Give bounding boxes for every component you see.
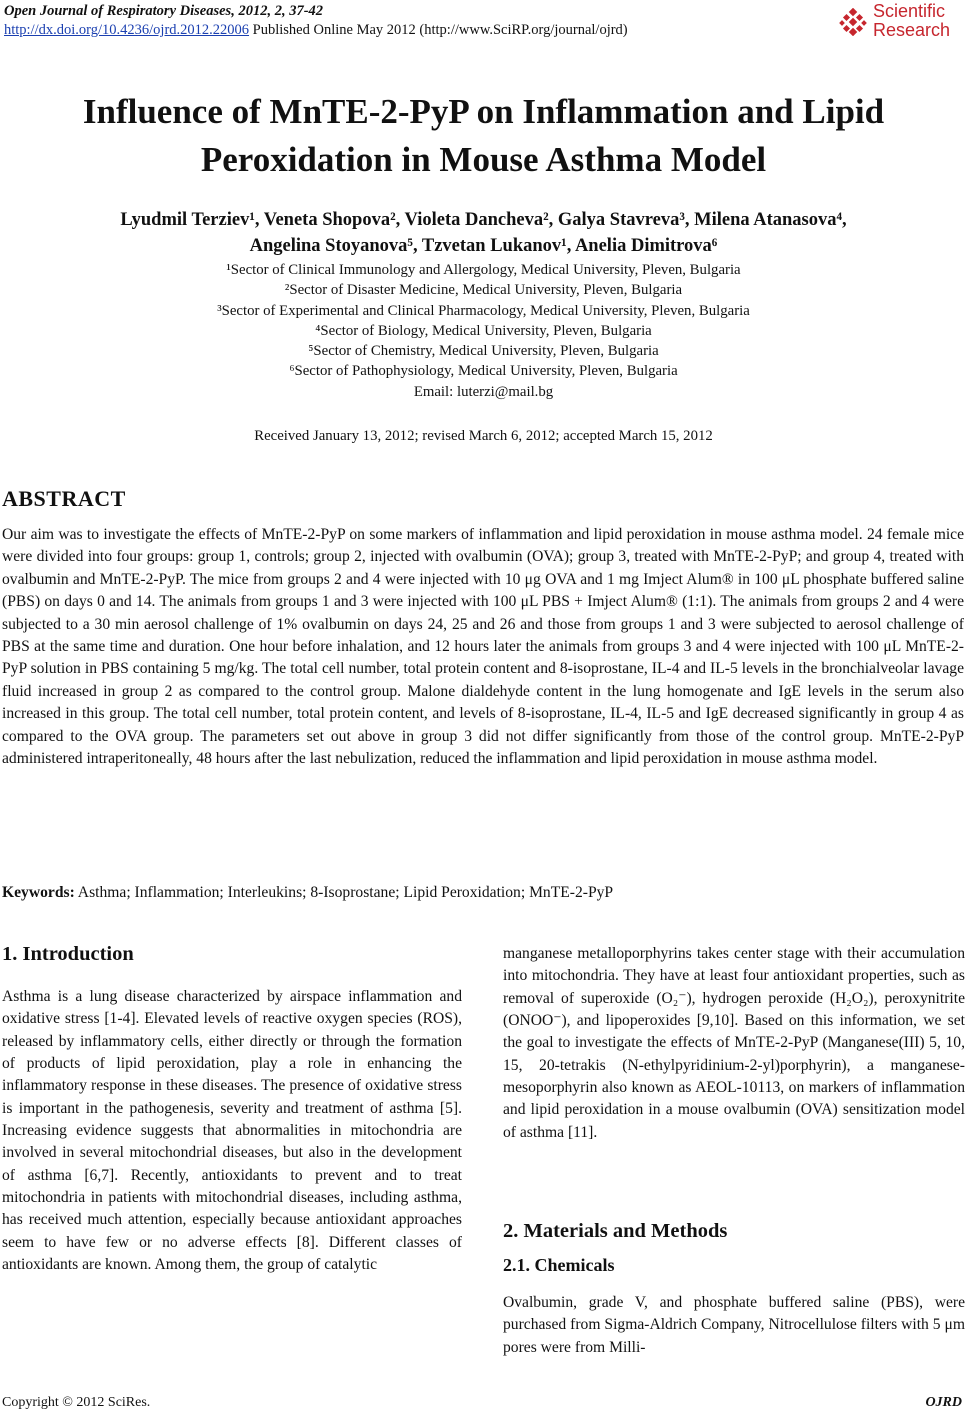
- journal-ref: , 2012, 2, 37-42: [231, 3, 324, 19]
- affiliation: ²Sector of Disaster Medicine, Medical University, Pleven, Bulgaria: [284, 282, 683, 299]
- section-heading-materials-methods: 2. Materials and Methods: [503, 1220, 728, 1242]
- journal-name: Open Journal of Respiratory Diseases: [4, 3, 232, 19]
- received-dates: Received January 13, 2012; revised March 6, 2012; accepted March 15, 2012: [254, 428, 713, 444]
- authors-line-2: Angelina Stoyanova⁵, Tzvetan Lukanov¹, Anelia Dimitrova⁶: [249, 236, 718, 256]
- chemicals-text: Ovalbumin, grade V, and phosphate buffered saline (PBS), were purchased from Sigma-Aldrich Company, Nitrocellulose filters with 5 μm pores were from Milli-: [503, 1294, 965, 1356]
- abstract-text: Our aim was to investigate the effects of MnTE-2-PyP on some markers of inflammation and lipid peroxidation in mouse asthma model. 24 female mice were divided into four groups: group 1, controls; group 2, injected with ovalbumin (OVA); group 3, treated with MnTE-2-PyP; and group 4, treated with ovalbumin and MnTE-2-PyP. The mice from groups 2 and 4 were injected with 10 μg OVA and 1 mg Imject Alum® in 100 μL phosphate buffered saline (PBS) on days 0 and 14. The animals from groups 1 and 3 were injected with 100 μL PBS + Imject Alum® (1:1). The animals from groups 2 and 4 were subjected to a 30 min aerosol challenge of 1% ovalbumin on days 24, 25 and 26 and those from groups 1 and 3 were subjected to aerosol challenge of PBS at the same time and duration. One hour before inhalation, and 12 hours later the animals from groups 3 and 4 were injected with 100 μL MnTE-2-PyP solution in PBS containing 5 mg/kg. The total cell number, total protein content and 8-isoprostane, IL-4 and IL-5 levels in the bronchialveolar lavage fluid increased in group 2 as compared to the control group. Malone dialdehyde content in the lung homogenate and IgE levels in the serum also increased in this group. The total cell number, total protein content, and levels of 8-isoprostane, IL-4, IL-5 and IgE decreased significantly in group 4 as compared to the OVA group. The parameters set out above in group 3 did not differ significantly from those of the control group. MnTE-2-PyP administered intraperitoneally, 48 hours after the last nebulization, reduced the inflammation and lipid peroxidation in mouse asthma model.: [2, 526, 965, 768]
- column-2-text: manganese metalloporphyrins takes center stage with their accumulation into mitochondria. They have at least four antioxidant properties, such as removal of superoxide (O₂⁻), hydrogen peroxide (H₂O₂), peroxynitrite (ONOO⁻), and lipoperoxides [9,10]. Based on this information, we set the goal to investigate the effects of MnTE-2-PyP (Manganese(III) 5, 10, 15, 20-tetrakis (N-ethylpyridinium-2-yl)porphyrin), a manganese-mesoporphyrin also known as AEOL-10113, on markers of inflammation and lipid peroxidation in a mouse ovalbumin (OVA) sensitization model of asthma [11].: [503, 945, 965, 1141]
- doi-link[interactable]: http://dx.doi.org/10.4236/ojrd.2012.22006: [4, 22, 250, 38]
- affiliation: ⁶Sector of Pathophysiology, Medical University, Pleven, Bulgaria: [289, 363, 678, 380]
- copyright: Copyright © 2012 SciRes.: [2, 1395, 151, 1410]
- section-heading-introduction: 1. Introduction: [2, 943, 134, 965]
- keywords-label: Keywords:: [2, 884, 75, 901]
- subsection-heading-chemicals: 2.1. Chemicals: [503, 1255, 615, 1275]
- keywords-text: Asthma; Inflammation; Interleukins; 8-Isoprostane; Lipid Peroxidation; MnTE-2-PyP: [74, 884, 614, 901]
- affiliation: ⁵Sector of Chemistry, Medical University, Pleven, Bulgaria: [308, 343, 659, 360]
- logo-line-2: Research: [873, 20, 951, 40]
- journal-abbreviation: OJRD: [925, 1395, 962, 1410]
- author-email: Email: luterzi@mail.bg: [413, 383, 554, 400]
- introduction-text: Asthma is a lung disease characterized by airspace inflammation and oxidative stress [1-4]. Elevated levels of reactive oxygen species (ROS), released by inflammatory cells, either directly or through the formation of products of lipid peroxidation, play a role in enhancing the inflammatory response in these diseases. The presence of oxidative stress is important in the pathogenesis, severity and treatment of asthma [5]. Increasing evidence suggests that abnormalities in mitochondria are involved in several mitochondrial diseases, but also in the development of asthma [6,7]. Recently, antioxidants to prevent and to treat mitochondria in patients with mitochondrial diseases, including asthma, has received much attention, especially because antioxidant approaches seem to have few or no adverse effects [8]. Different classes of antioxidants are known. Among them, the group of catalytic: [2, 988, 462, 1274]
- publisher-logo: [835, 2, 961, 46]
- title-line-2: Peroxidation in Mouse Asthma Model: [200, 140, 767, 179]
- affiliations: [0, 260, 967, 402]
- journal-header: [4, 2, 628, 40]
- authors-line-1: Lyudmil Terziev¹, Veneta Shopova², Violeta Dancheva², Galya Stavreva³, Milena Atanasova⁴,: [120, 210, 847, 230]
- abstract-heading: ABSTRACT: [2, 486, 126, 511]
- affiliation: ⁴Sector of Biology, Medical University, Pleven, Bulgaria: [315, 322, 652, 339]
- paper-title: [0, 88, 967, 184]
- title-line-1: Influence of MnTE-2-PyP on Inflammation and Lipid: [82, 92, 885, 131]
- affiliation: ¹Sector of Clinical Immunology and Allergology, Medical University, Pleven, Bulgaria: [226, 262, 741, 278]
- logo-line-1: Scientific: [873, 1, 946, 21]
- scirp-logo-icon: [839, 8, 867, 36]
- author-list: [0, 207, 967, 259]
- affiliation: ³Sector of Experimental and Clinical Pharmacology, Medical University, Pleven, Bulgaria: [217, 302, 750, 319]
- page-footer: [2, 1395, 962, 1411]
- keywords: [2, 884, 964, 902]
- published-online: Published Online May 2012 (http://www.SciRP.org/journal/ojrd): [249, 22, 628, 38]
